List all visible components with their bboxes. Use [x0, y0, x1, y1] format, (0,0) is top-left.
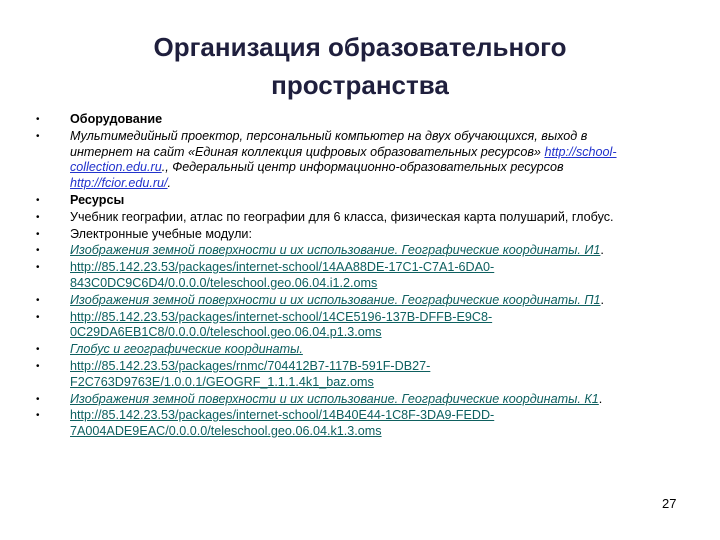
list-item-module-2-url	[36, 310, 646, 342]
title-line-2: пространства	[271, 70, 449, 100]
equipment-heading: Оборудование	[70, 112, 163, 126]
period: .	[598, 391, 603, 406]
list-item-resources-heading	[36, 193, 646, 209]
module-3-title-link[interactable]: Глобус и географические координаты.	[70, 342, 303, 357]
list-item-equipment-heading	[36, 112, 646, 128]
module-2-url-link[interactable]: http://85.142.23.53/packages/internet-school/14CE5196-137B-DFFB-E9C8-0C29DA6EB1C8/0.0.0.0/teleschool.geo.06.04.p1.3.oms	[70, 309, 493, 340]
content-list	[36, 112, 646, 440]
bullet-icon: •	[36, 114, 40, 125]
module-2-title-link[interactable]: Изображения земной поверхности и их использование. Географические координаты. П1	[70, 292, 601, 307]
page-title	[60, 28, 660, 104]
period: .	[600, 292, 604, 307]
bullet-icon: •	[36, 130, 40, 142]
bullet-icon: •	[36, 344, 40, 356]
modules-text: Электронные учебные модули:	[70, 226, 252, 241]
fcior-link[interactable]: http://fcior.edu.ru/	[70, 176, 168, 191]
module-4-title-link[interactable]: Изображения земной поверхности и их использование. Географические координаты. К1	[70, 391, 599, 406]
list-item-module-2-title	[36, 293, 646, 309]
resources-text: Учебник географии, атлас по географии для 6 класса, физическая карта полушарий, глобус.	[70, 209, 614, 224]
resources-heading: Ресурсы	[70, 192, 125, 207]
period: .	[600, 243, 604, 258]
list-item-module-3-title	[36, 342, 646, 358]
module-1-title-link[interactable]: Изображения земной поверхности и их использование. Географические координаты. И1	[70, 243, 601, 258]
module-3-url-link[interactable]: http://85.142.23.53/packages/rnmc/704412B7-117B-591F-DB27-F2C763D9763E/1.0.0.1/GEOGRF_1.1.1.4k1_baz.oms	[70, 358, 431, 389]
equipment-text-1: Мультимедийный проектор, персональный компьютер на двух обучающихся, выход в интернет на сайт «Единая коллекция цифровых образовательных ресурсов»	[70, 128, 588, 159]
list-item-module-3-url	[36, 359, 646, 391]
list-item-resources	[36, 210, 646, 226]
school-collection-link[interactable]: http://school-collection.edu.ru	[70, 144, 617, 175]
bullet-icon: •	[36, 360, 40, 372]
equipment-text-2: ., Федеральный центр информационно-образовательных ресурсов	[161, 160, 564, 175]
bullet-icon: •	[36, 211, 40, 223]
list-item-module-1-url	[36, 260, 646, 292]
page-number: 27	[662, 496, 677, 511]
bullet-icon: •	[36, 262, 40, 274]
bullet-icon: •	[36, 294, 40, 306]
bullet-icon: •	[36, 245, 40, 257]
bullet-icon: •	[36, 194, 40, 206]
module-1-url-link[interactable]: http://85.142.23.53/packages/internet-school/14AA88DE-17C1-C7A1-6DA0-843C0DC9C6D4/0.0.0.0/teleschool.geo.06.04.i1.2.oms	[70, 260, 495, 290]
bullet-icon: •	[36, 228, 40, 240]
module-4-url-link[interactable]: http://85.142.23.53/packages/internet-school/14B40E44-1C8F-3DA9-FEDD-7A004ADE9EAC/0.0.0.0/teleschool.geo.06.04.k1.3.oms	[70, 408, 495, 439]
title-line-1: Организация образовательного	[153, 32, 567, 62]
bullet-icon: •	[36, 410, 40, 422]
bullet-icon: •	[36, 311, 40, 323]
list-item-equipment	[36, 129, 646, 192]
equipment-text-3: .	[167, 176, 172, 191]
list-item-modules	[36, 227, 646, 243]
bullet-icon: •	[36, 393, 40, 405]
list-item-module-4-url	[36, 408, 646, 440]
list-item-module-1-title	[36, 243, 646, 259]
list-item-module-4-title	[36, 392, 646, 408]
